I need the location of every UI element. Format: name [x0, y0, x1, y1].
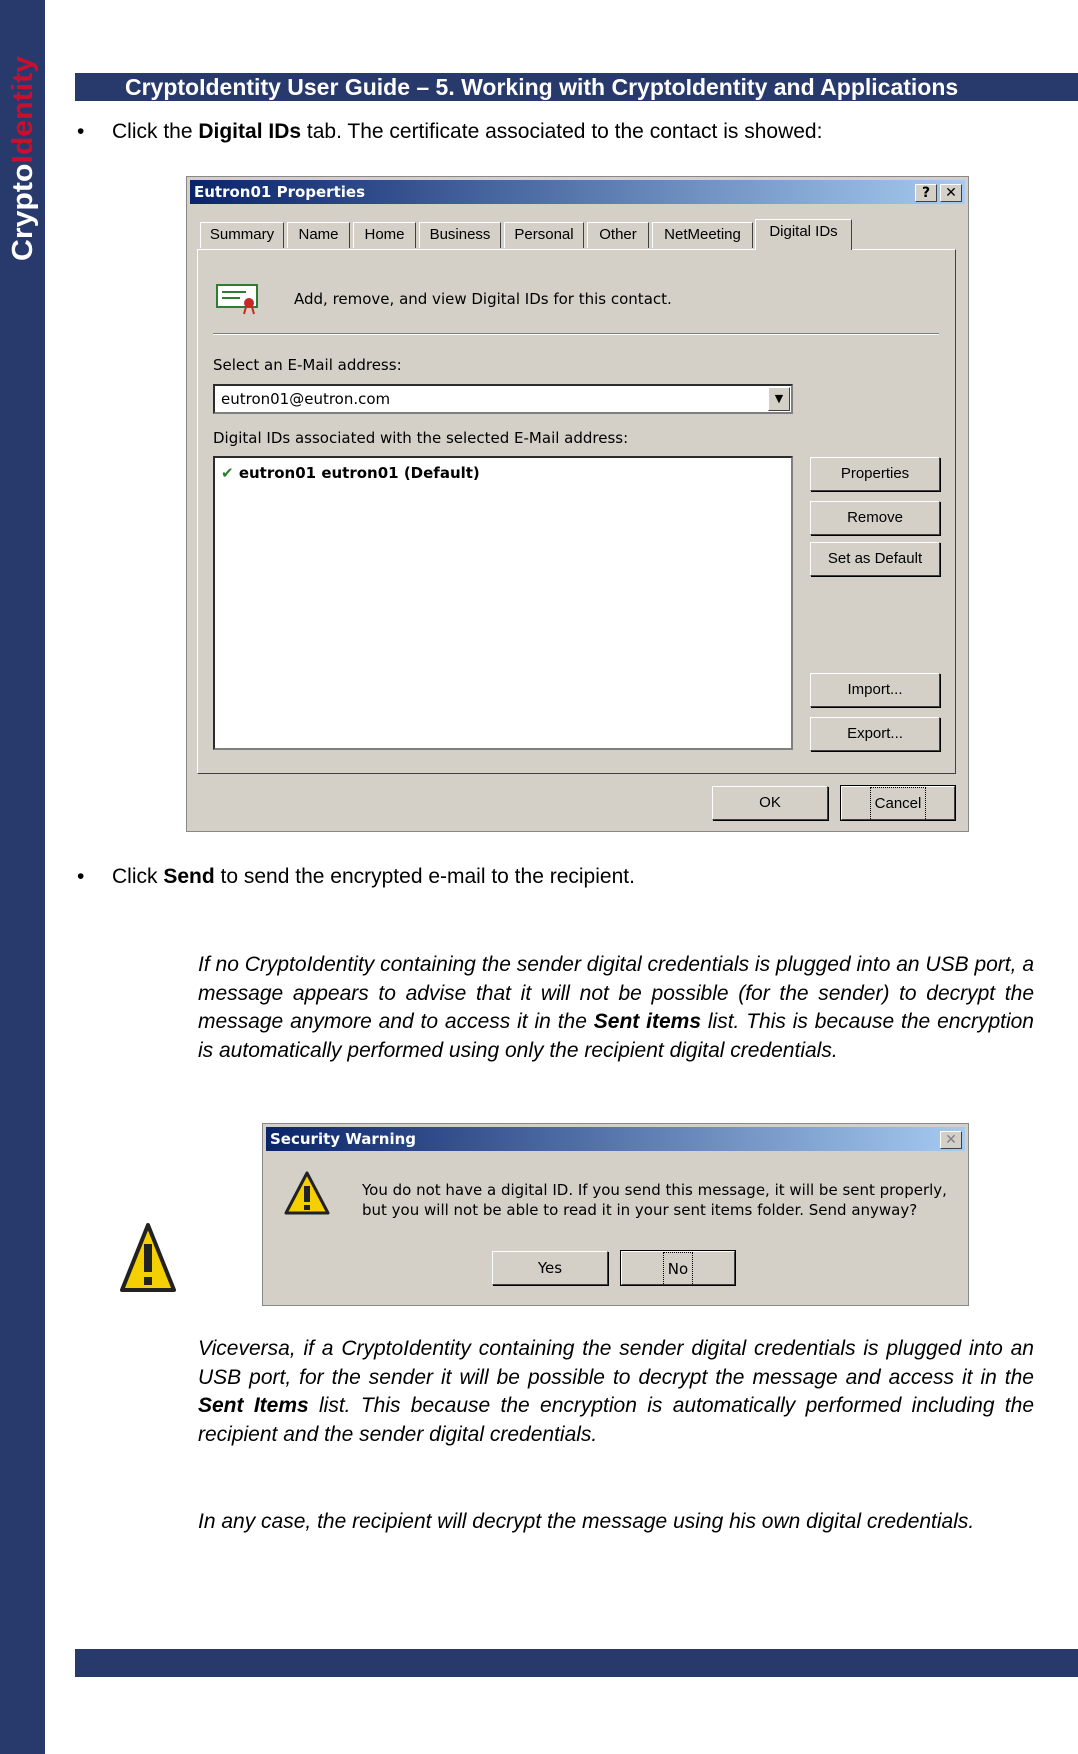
svg-text:CryptoIdentity: CryptoIdentity — [7, 60, 39, 261]
tab-home[interactable]: Home — [353, 222, 416, 248]
bullet-dot: • — [77, 865, 85, 888]
bullet-dot: • — [77, 120, 85, 143]
cancel-button-label: Cancel — [870, 787, 927, 821]
security-message-line2: but you will not be able to read it in your sent items folder. Send anyway? — [362, 1201, 918, 1219]
email-select-value: eutron01@eutron.com — [221, 390, 391, 408]
bullet1-bold: Digital IDs — [198, 120, 302, 143]
warning-icon — [119, 1222, 177, 1294]
tab-business[interactable]: Business — [419, 222, 501, 248]
email-select[interactable] — [213, 384, 793, 414]
page-header-title: CryptoIdentity User Guide – 5. Working with CryptoIdentity and Applications — [125, 74, 959, 100]
note1-part2: list. This is because the encryption is automatically performed using only the recipient digital credentials. — [198, 1010, 1034, 1062]
list-item-label: eutron01 eutron01 (Default) — [238, 464, 480, 482]
no-button[interactable] — [621, 1251, 735, 1285]
bullet-digital-ids — [77, 120, 823, 144]
tab-personal[interactable]: Personal — [504, 222, 584, 248]
sidebar-strip — [0, 0, 45, 1754]
security-warning-dialog — [262, 1123, 969, 1306]
digital-ids-description: Add, remove, and view Digital IDs for this contact. — [294, 290, 672, 308]
close-button[interactable]: ✕ — [940, 184, 962, 202]
note-viceversa — [198, 1335, 1034, 1449]
warning-icon — [283, 1170, 331, 1216]
security-titlebar — [266, 1127, 965, 1151]
note2-part1: Viceversa, if a CryptoIdentity containing the sender digital credentials is plugged into an USB port, for the sender it will be possible to decrypt the message and access it in the — [198, 1337, 1034, 1389]
import-button[interactable]: Import... — [810, 673, 940, 707]
note-recipient: In any case, the recipient will decrypt the message using his own digital credentials. — [198, 1510, 975, 1533]
note1-part1: If no CryptoIdentity containing the sender digital credentials is plugged into an USB port, a message appears to advise that it will not be possible (for the sender) to decrypt the message anymore and to access it in the — [198, 953, 1034, 1033]
note2-bold: Sent Items — [198, 1394, 309, 1417]
tab-name[interactable]: Name — [287, 222, 350, 248]
security-message — [362, 1180, 947, 1220]
remove-button[interactable]: Remove — [810, 501, 940, 535]
checkmark-icon: ✔ — [221, 464, 234, 482]
set-as-default-button[interactable]: Set as Default — [810, 542, 940, 576]
cancel-button[interactable] — [841, 786, 955, 820]
page-header — [75, 73, 1078, 101]
separator-line — [213, 333, 939, 335]
tab-other[interactable]: Other — [587, 222, 649, 248]
select-email-label: Select an E-Mail address: — [213, 356, 402, 374]
list-item[interactable] — [221, 464, 480, 482]
bullet1-pre: Click the — [112, 120, 199, 143]
note1-bold: Sent items — [593, 1010, 701, 1033]
cryptoidentity-logo — [2, 56, 42, 266]
security-title: Security Warning — [270, 1130, 417, 1148]
certificate-icon — [216, 283, 260, 315]
properties-button[interactable]: Properties — [810, 457, 940, 491]
note2-part2: list. This because the encryption is automatically performed including the recipient and the sender digital credentials. — [198, 1394, 1034, 1446]
security-message-line1: You do not have a digital ID. If you send this message, it will be sent properly, — [362, 1181, 947, 1199]
digital-ids-list[interactable] — [213, 456, 793, 750]
bullet2-bold: Send — [163, 865, 215, 888]
export-button[interactable]: Export... — [810, 717, 940, 751]
no-button-label: No — [663, 1252, 693, 1286]
bullet-send — [77, 865, 635, 889]
help-button[interactable]: ? — [915, 184, 937, 202]
page-footer-bar — [75, 1649, 1078, 1677]
tab-digital-ids[interactable]: Digital IDs — [755, 219, 852, 250]
tab-summary[interactable]: Summary — [200, 222, 284, 248]
chevron-down-icon[interactable]: ▼ — [768, 387, 790, 411]
properties-title: Eutron01 Properties — [194, 183, 365, 201]
properties-titlebar — [190, 180, 965, 204]
note-no-cryptoidentity — [198, 951, 1034, 1065]
tab-netmeeting[interactable]: NetMeeting — [652, 222, 753, 248]
ok-button[interactable]: OK — [712, 786, 828, 820]
bullet1-post: tab. The certificate associated to the contact is showed: — [301, 120, 823, 143]
bullet2-pre: Click — [112, 865, 164, 888]
close-button[interactable]: ✕ — [940, 1131, 962, 1149]
digital-ids-list-label: Digital IDs associated with the selected E-Mail address: — [213, 429, 629, 447]
yes-button[interactable]: Yes — [492, 1251, 608, 1285]
bullet2-post: to send the encrypted e-mail to the recipient. — [214, 865, 635, 888]
